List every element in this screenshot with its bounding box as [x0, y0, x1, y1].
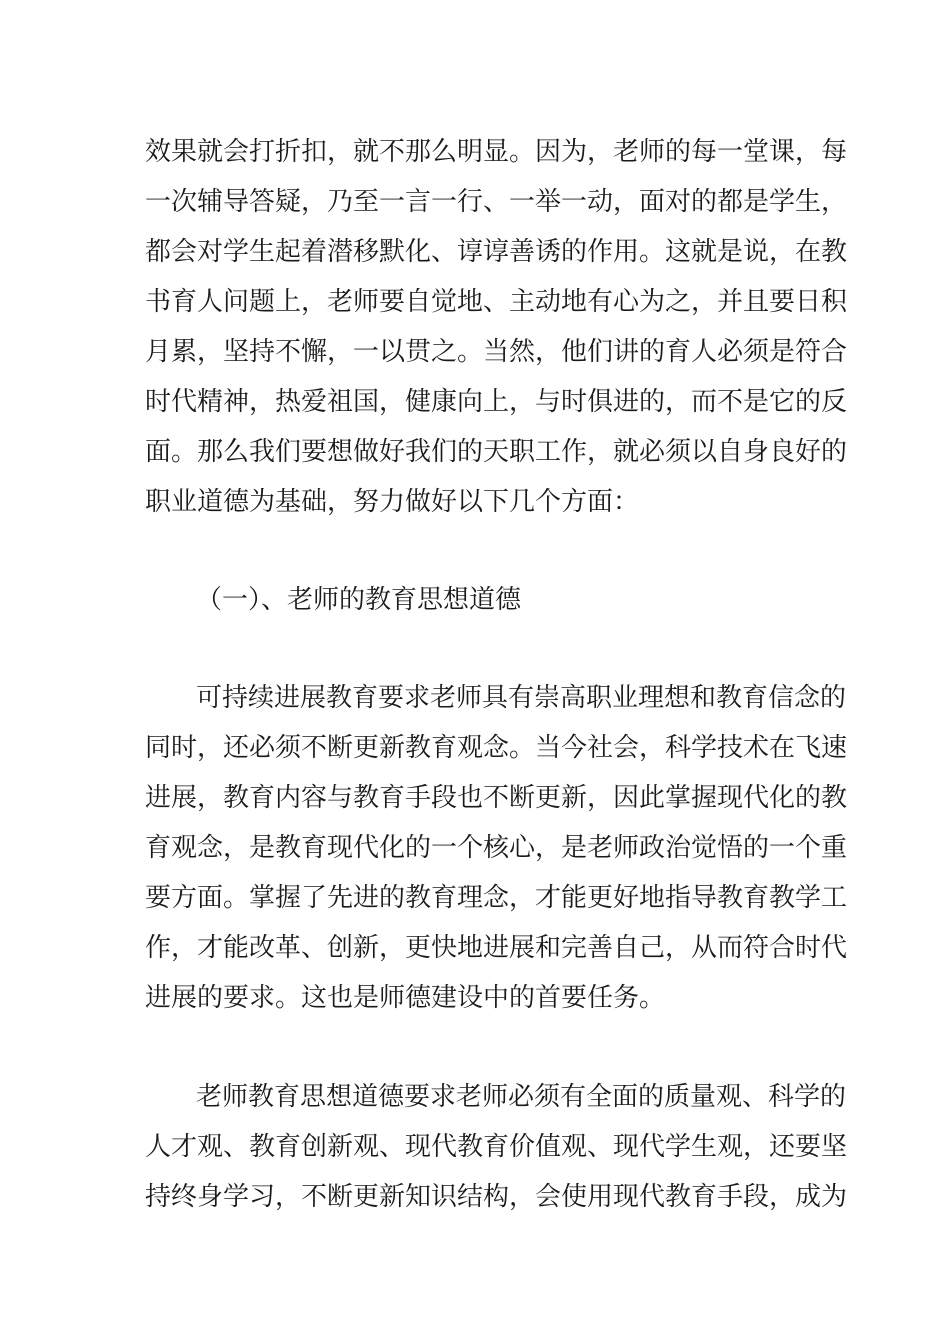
paragraph-line: 面。那么我们要想做好我们的天职工作，就必须以自身良好的 [145, 437, 848, 467]
paragraph-line: 职业道德为基础，努力做好以下几个方面： [145, 487, 640, 517]
paragraph-line: 进展，教育内容与教育手段也不断更新，因此掌握现代化的教 [145, 783, 848, 813]
paragraph-line: 作，才能改革、创新，更快地进展和完善自己，从而符合时代 [145, 933, 848, 963]
paragraph-line: 可持续进展教育要求老师具有崇高职业理想和教育信念的 [196, 683, 847, 713]
paragraph-line: 同时，还必须不断更新教育观念。当今社会，科学技术在飞速 [145, 733, 848, 763]
paragraph-line: 老师教育思想道德要求老师必须有全面的质量观、科学的 [196, 1082, 847, 1112]
section-heading: （一）、老师的教育思想道德 [196, 585, 522, 615]
paragraph-line: 效果就会打折扣，就不那么明显。因为，老师的每一堂课，每 [145, 137, 848, 167]
paragraph-line: 一次辅导答疑，乃至一言一行、一举一动，面对的都是学生， [145, 187, 848, 217]
paragraph-line: 月累，坚持不懈，一以贯之。当然，他们讲的育人必须是符合 [145, 337, 848, 367]
paragraph-line: 书育人问题上，老师要自觉地、主动地有心为之，并且要日积 [145, 287, 848, 317]
paragraph-line: 要方面。掌握了先进的教育理念，才能更好地指导教育教学工 [145, 883, 848, 913]
paragraph-line: 进展的要求。这也是师德建设中的首要任务。 [145, 983, 666, 1013]
paragraph-line: 人才观、教育创新观、现代教育价值观、现代学生观，还要坚 [145, 1132, 848, 1162]
paragraph-line: 都会对学生起着潜移默化、谆谆善诱的作用。这就是说，在教 [145, 237, 848, 267]
paragraph-line: 时代精神，热爱祖国，健康向上，与时俱进的，而不是它的反 [145, 387, 848, 417]
paragraph-line: 持终身学习，不断更新知识结构，会使用现代教育手段，成为 [145, 1182, 848, 1212]
paragraph-line: 育观念，是教育现代化的一个核心，是老师政治觉悟的一个重 [145, 833, 848, 863]
